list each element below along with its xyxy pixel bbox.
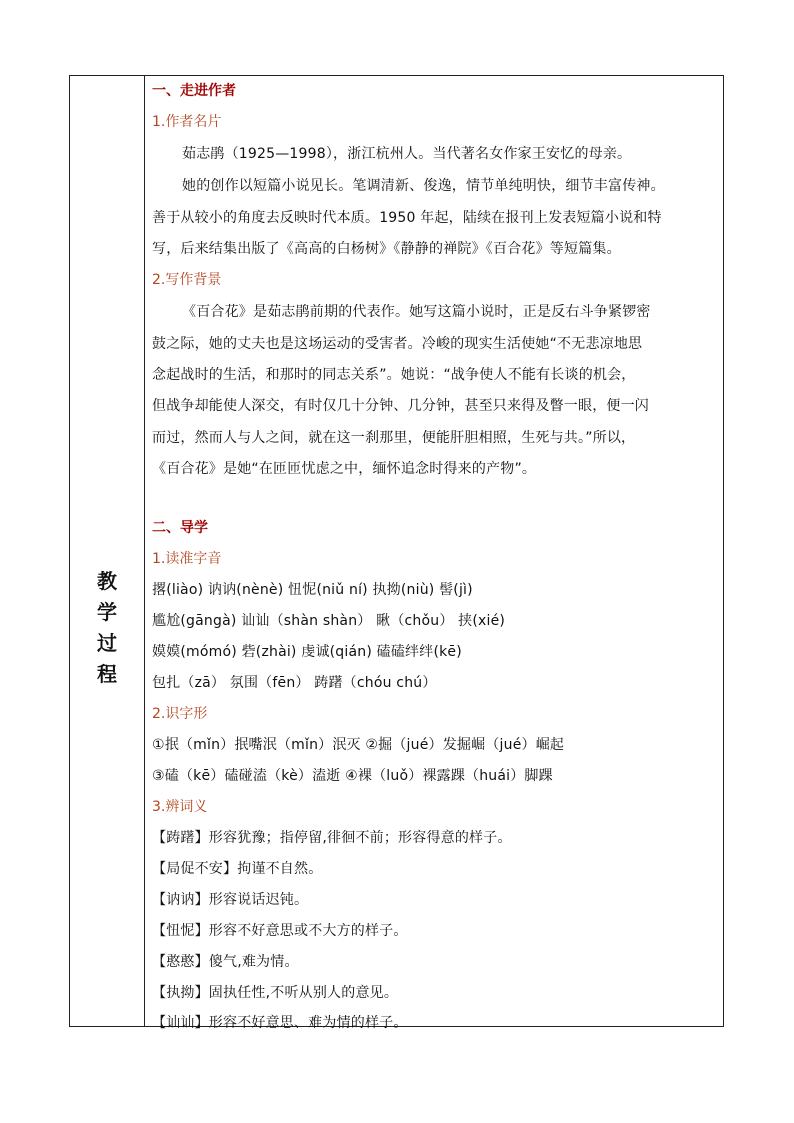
column-divider	[144, 76, 145, 1026]
side-label	[70, 566, 144, 690]
character-form-line: ①抿（mǐn）抿嘴泯（mǐn）泯灭 ②掘（jué）发掘崛（jué）崛起	[152, 737, 565, 753]
paragraph-line: 写，后来结集出版了《高高的白杨树》《静静的禅院》《百合花》等短篇集。	[152, 241, 621, 257]
paragraph-line: 她的创作以短篇小说见长。笔调清新、俊逸，情节单纯明快，细节丰富传神。	[182, 178, 665, 194]
pronunciation-line: 尴尬(gāngà) 讪讪（shàn shàn） 瞅（chǒu） 挟(xié)	[152, 613, 506, 629]
definition-line: 【执拗】固执任性,不听从别人的意见。	[152, 985, 399, 1001]
pronunciation-line: 包扎（zā） 氛围（fēn） 踌躇（chóu chú）	[152, 675, 437, 691]
paragraph-line: 善于从较小的角度去反映时代本质。1950 年起，陆续在报刊上发表短篇小说和特	[152, 210, 662, 226]
subheading: 1.作者名片	[152, 114, 222, 130]
definition-line: 【局促不安】拘谨不自然。	[152, 861, 323, 877]
side-char: 过	[97, 631, 117, 655]
paragraph-line: 茹志鹃（1925—1998），浙江杭州人。当代著名女作家王安忆的母亲。	[182, 146, 632, 162]
paragraph-line: 而过，然而人与人之间，就在这一刹那里，便能肝胆相照，生死与共。”所以，	[152, 430, 636, 446]
definition-line: 【讪讪】形容不好意思、难为情的样子。	[152, 1015, 408, 1031]
section-heading: 一、走进作者	[152, 83, 236, 99]
paragraph-line: 《百合花》是她“在匝匝忧虑之中，缅怀追念时得来的产物”。	[152, 461, 537, 477]
lesson-table	[69, 75, 724, 1031]
subheading: 1.读准字音	[152, 551, 222, 567]
side-char: 教	[97, 569, 117, 593]
definition-line: 【踌躇】形容犹豫；指停留,徘徊不前；形容得意的样子。	[152, 830, 512, 846]
character-form-line: ③磕（kē）磕碰溘（kè）溘逝 ④裸（luǒ）裸露踝（huái）脚踝	[152, 768, 553, 784]
definition-line: 【忸怩】形容不好意思或不大方的样子。	[152, 923, 408, 939]
side-char: 学	[97, 600, 117, 624]
subheading: 2.识字形	[152, 706, 208, 722]
subheading: 2.写作背景	[152, 272, 222, 288]
paragraph-line: 但战争却能使人深交，有时仅几十分钟、几分钟，甚至只来得及瞥一眼，便一闪	[152, 398, 649, 414]
side-char: 程	[97, 662, 117, 686]
paragraph-line: 《百合花》是茹志鹃前期的代表作。她写这篇小说时，正是反右斗争紧锣密	[182, 304, 651, 320]
definition-line: 【讷讷】形容说话迟钝。	[152, 892, 309, 908]
section-heading: 二、导学	[152, 520, 208, 536]
subheading: 3.辨词义	[152, 799, 208, 815]
definition-line: 【憨憨】傻气,难为情。	[152, 954, 299, 970]
pronunciation-line: 嫫嫫(mómó) 砦(zhài) 虔诚(qián) 磕磕绊绊(kē)	[152, 644, 462, 660]
paragraph-line: 鼓之际，她的丈夫也是这场运动的受害者。冷峻的现实生活使她“不无悲凉地思	[152, 336, 643, 352]
paragraph-line: 念起战时的生活，和那时的同志关系”。她说：“战争使人不能有长谈的机会，	[152, 367, 636, 383]
pronunciation-line: 撂(liào) 讷讷(nènè) 忸怩(niǔ ní) 执拗(niù) 髻(jì)	[152, 582, 473, 598]
